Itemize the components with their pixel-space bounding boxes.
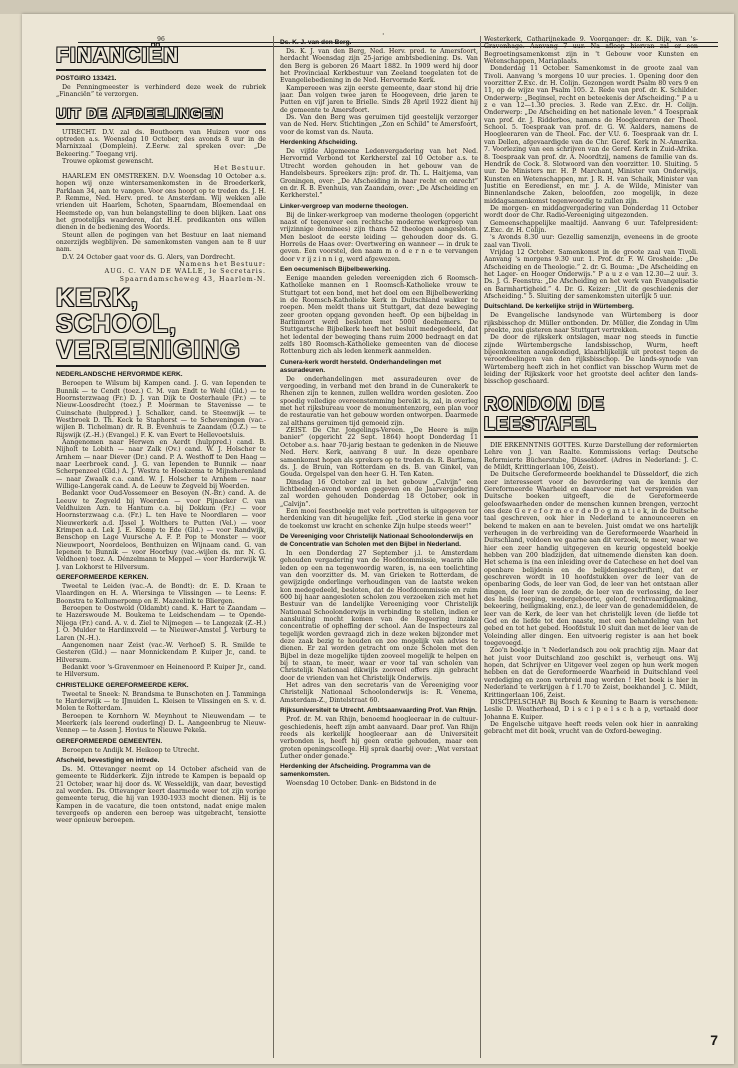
oecumenisch-text: Eenige maanden geleden vereenigden zich 6 Roomsch-Katholieke mannen en 1 Roomsch-Katholieke vrouw te Stuttgart tot een bond, met het doel om een Bijbelbewerking in de Roomsch-Katholieke Kerk in Duitschland wakker te roepen. Men meldt thans uit Stuttgart, dat deze beweging zeer grooten opgang gevonden heeft. Op een bijbeldag in Barlinmort werd besloten met 5000 deelnemers. De Stuttgartsche Bijbelkerk heeft het besluit medegedeeld, dat het ledental der beweging thans ruim 2000 bedraagt en dat zelfs 180 Roomsch-Katholieke gemeenten van de diocese Rottenburg zich als leden kenmerk aanmelden. [280,274,478,356]
leestafel-banner: RONDOM DE LEESTAFEL [484,394,698,438]
afscheiding-programma-text: Woensdag 10 October. Dank- en Bidstond in de [286,780,437,788]
rijksuniversiteit-text: Prof. dr. M. van Rhijn, benoemd hoogleeraar in de cultuur-geschiedenis, heeft zijn ambt aanvaard. Daar prof. Van Rhijn reeds als kerkelijk hoogleeraar aan de Universiteit verbonden is, heeft hij geen oratie gehouden, maar een groten openingscollege. Hij sprak daarbij over: „Wat verstaat Luther onder genade.” [280,716,478,760]
afscheid-text: Ds. M. Ottevanger neemt op 14 October afscheid van de gemeente te Ridderkerk. Zijn intrede te Kampen is bepaald op 21 October, waar hij door ds. W. Wesseldijk, van daar, bevestigd zal worden. Ds. Ottevanger keert daarmede weer tot zijn vorige gemeente terug, die hij van 1930-1933 mocht dienen. Hij is te Kampen in de vacature, die toen ontstond, nadat enige malen tevergeefs op anderen een beroep was uitgebracht, tensiotte weer opnieuw beroepen. [56,765,266,825]
nhk-aangenomen: Aangenomen naar Herwen en Aerdt (hulppred.) cand. B. Nijholt te Lobith — naar Zalk (Ov.) cand. W. J. Holscher te Arnhem — naar Diever (Dr.) cand. P. A. Westhoff te Den Haag — naar Leerbroek cand. J. G. van Iependen te Bunnik — naar Scherpenzeel (Gld.) A. J. Westra te Hoekzema te Mijnsherenland — naar Zwaalk c.a. cand. W. J. Holscher te Arnhem — naar Willige-Langerak cand. A. de Leeuw te Zegveld bij Woerden. [56,438,266,490]
zeist-text-3: Een mooi feestboekje met vele portretten is uitgegeven ter herdenking van dit heugelijke feit. „God sterke in gena voor de toekomst uw kracht en schenke Zijn hulpe steeds weer!” [280,507,478,530]
gk-beroepen: Beroepen te Oostwold (Oldambt) cand. K. Hart te Zaandam — te Hazerswoude M. Boukema te Leidschendam — te Opende-Nijega (Fr.) cand. A. v. d. Ziel te Nijmegen — te Langezak (Z.-H.) J. O. Mulder te Hardinxveld — te Nieuwer-Amstel J. Verburg te Laren (N.-H.). [56,605,266,642]
afd-utrecht-2: Trouwe opkomst gewenscht. [62,158,154,166]
erkenntnis-text-2: De Duitsche Gereformeerde boekhandel te Düsseldorf, die zich zeer interesseert voor de bevordering van de kennis der Gereformeerde Waarheid en daarvoor met het verspreiden van Duitsche boeken uitgeeft, die de Gereformeerde geloofswaarheden onder de menschen kunnen brengen, verzocht ons deze G e r e f o r m e e r d e D o g m a t i e k, in de Duitsche taal geschreven, ook hier in Nederland te announceeren en bekend te maken en aan te bevelen. Juist omdat we ons hartelijk verheugen in de verbreiding van de Gereformeerde Waarheid in Duitschland, voldoen we gaarne aan dit verzoek, te meer, waar we hier een zeer handig uitgegeven en keurig opgesteld boekje hebben van 200 bladzijden, dat uitnemende diensten kan doen. Het schema is (na een inleiding over de Catechese en het doel van openbare belijdenis en de belijdenisgeschriften), dat er geschreven wordt in 10 hoofdstukken over de leer van de openbaring Gods, de leer van God, de leer van het ontstaan aller dingen, de leer van de zonde, de leer van de verlossing, de leer des heils (roeping, wedergeboorte, geloof, rechtvaardigmaking, bekeering, heiligmaking, enz.), de leer van de genademiddelen, de leer van de Kerk, de leer van het christelijk leven (de liefde tot God en de liefde tot den naaste, met een behandeling van het gebed en tot het gebed. Hoofdstuk 10 sluit dan met de leer van de Voleinding aller dingen. Een uitvoerig register is aan het boek toegevoegd. [484,471,698,648]
column-rule-1 [273,36,274,1058]
column-3 [484,36,698,736]
page-dot: · [382,30,385,39]
vdb-text-1: Ds. K. J. van den Berg, Ned. Herv. pred. te Amersfoort, herdacht Woensdag zijn 25-jarige ambtsbediening. Ds. Van den Berg is geboren 26 Maart 1882. In 1909 werd hij door het Provinciaal Kerkbestuur van Zeeland toegelaten tot de Evangeliebediening in de Ned. Hervormde Kerk. [280,48,478,85]
programma-text-2: Donderdag 11 October. Samenkomst in de groote zaal van Tivoli. Aanvang 's morgens 10 uur precies. 1. Opening door den voorzitter Z.Exc. dr. H. Colijn. Gezongen wordt Psalm 80 vers 9 en 11, op de wijze van Psalm 105. 2. Rede van prof. dr. K. Schilder. Onderwerp: „Beginsel, recht en beteekenis der Afscheiding.” P a u z e van 12—1.30 precies. 3. Rede van Z.Exc. dr. H. Colijn. Onderwerp: „De Afscheiding en het nationale leven.” 4 Toespraak van prof. dr. J. Ridderbos, namens de Hoogleeraren der Theol. School. 5. Toespraak van prof. dr. G. W. Aalders, namens de Hoogleeraren van de Theol. Fac. der V.U. 6. Toespraak van dr. I. van Dellen, afgevaardigde van de Chr. Geref. Kerk in N.-Amerika. 7. Voorlezing van een schrijven van de Geref. Kerk in Zuid-Afrika. 8. Toespraak van prof. dr. A. Noordtzij, namens de familie van ds. Hendrik de Cock. 8. Slotwoord van den voorzitter. 10. Sluiting. 5 uur. De Ministers mr. H. P. Marchant, Minister van Onderwijs, Kunsten en Wetenschappen, mr. J. R. H. van Schaik, Minister van Justitie en Eeredienst, en mr. J. A. de Wilde, Minister van Binnenlandsche Zaken, beloofden, zoo mogelijk, in deze middagsamenkomst tegenwoordig te zullen zijn. [484,65,698,205]
oecumenisch-heading: Een oecumenisch Bijbelbewerking. [280,265,391,273]
page-number: 7 [710,1032,718,1048]
vereeniging-heading: De Vereeniging voor Christelijk Nationaal Schoolonderwijs en de Concentratie van Scholen met den Bijbel in Nederland. [280,532,474,548]
linker-heading: Linker-vergroep van moderne theologen. [280,202,409,210]
afd-signature-1: Het Bestuur. [213,165,266,173]
duitschland-heading: Duitschland. De kerkelijke strijd in Würtemberg. [484,303,634,311]
zeist-text-2: Dinsdag 16 October zal in het gebouw „Calvijn” een lichtbeelden-avond worden gegeven en de Jaarvergadering zal worden gehouden Donderdag 18 October, ook in „Calvijn”. [280,478,478,508]
programma-text-1: Westerkerk, Catharijnekade 9. Voorganger: dr. K. Dijk, van 's-Gravenhage. Aanvang 7 uur. Na afloop hiervan zal er een Begroetingsamenkomst zijn in 't Gebouw voor Kunsten en Wetenschappen, Mariaplaats. [484,36,698,66]
cgk-beroepen: Beroepen te Kornhorn W. Meynhout te Nieuwendam — te Meerkerk (als leerend ouderling) D. L. Aangeenbrug te Nieuw-Vennep — te Assen J. Hovius te Nieuwe Pekela. [56,712,266,735]
cunera-text: De onderhandelingen met assuradeuren over de vergoeding, in verband met den brand in de Cunerakerk te Rhenen zijn te kennen, zullen welldra worden gesloten. Zoo spoedig volledige overeenstemming bereikt is, zal, in overleg met het rijksbureau voor de monumentenzorg, een plan voor de restauratie van het gebouw worden ontworpen. Daarmede zal althans geruimen tijd gemoeid zijn. [280,375,478,427]
column-rule-2 [480,36,481,1058]
afd-utrecht: UTRECHT. D.V. zal ds. Bouthoorn van Huizen voor ons optreden a.s. Woensdag 10 October, des avonds 8 uur in de Marnixzaal (Domplein). Z.Eerw. zal spreken over: „De Bekeering.” Toegang vrij. [56,128,266,158]
gk-bedankt: Bedankt voor 's-Gravenmoer en Heinenoord P. Kuiper Jr., cand. te Hilversum. [56,663,266,679]
afd-haarlem: HAARLEM EN OMSTREKEN. D.V. Woensdag 10 October a.s. hopen wij onze wintersamenkomsten in de Broederkerk, Parklaan 34, aan te vangen. Voor ons hoopt op te treden ds. J. H. P. Remme, Ned. Herv. pred. te Amsterdam. Wij wekken alle vrienden uit Haarlem, Schoten, Spaarndam, Bloemendaal en Heemstede op, van hun belangstelling te doen blijken. Laat ons het grootelijks waarderen, dat H.H. predikanten ons willen dienen in de bediening des Woords. [56,172,266,232]
gk-tweetal: Tweetal te Leiden (vac.-A. de Bondt): dr. E. D. Kraan te Vlaardingen en H. A. Wiersinga te Vlissingen — te Leens: F. Boonstra te Kollumerpomp en E. Mazeelink te Bliergen. [56,583,266,605]
duitschland-text-2: De door de rijkskerk ontslagen, maar nog steeds in functie zijnde Würtembergsche landsbisschop, Wurm, heeft bijeenkomsten aangekondigd, klaarblijkelijk uit protest tegen de veroordeelingen van den rijksbisschop. De lands-synode van Würtemberg heeft zich in het conflict van bisschop Wurm met de leiding der Rijkskerk voor het grootste deel achter den lands-bisschop geschaard. [484,334,698,386]
discipelschap-text-2: De Engelsche uitgave heeft reeds velen ook hier in aanraking gebracht met dit boek, vrucht van de Oxford-beweging. [484,720,698,736]
rijksuniversiteit-heading: Rijksuniversiteit te Utrecht. Ambtsaanvaarding Prof. Van Rhijn. [280,707,477,715]
afd-signature-2a: Namens het Bestuur: [179,260,266,268]
vereeniging-text-2: Het adres van den secretaris van de Vereeniging voor Christelijk Nationaal Schoolonderwijs is: R. Venema, Amsterdam-Z., Dintelstraat 60. [280,682,478,704]
column-1 [56,36,266,825]
afd-haarlem-3: D.V. 24 October gaat voor ds. G. Alers, van Dordrecht. [62,253,235,261]
column-2 [280,36,478,788]
gk-aangenomen: Aangenomen naar Zeist (vac.-W. Verhoef) S. R. Smilde te Gesteren (Gld.) — naar Monnickendam P. Kuiper Jr., cand. te Hilversum. [56,641,266,664]
postgiro-heading: POSTGIRO 133421. [56,75,117,82]
programma-text-6: Vrijdag 12 October. Samenkomst in de groote zaal van Tivoli. Aanvang 's morgens 9.30 uur. 1. Prof. dr. F. W. Grosheide: „De Afscheiding en de Theologie.” 2. dr. G. Bouma: „De Afscheiding en het Lager- en Hooger Onderwijs.” P a u z e van 12.30—2 uur. 3. Ds. J. G. Feenstra: „De Afscheiding en het werk van Evangelisatie en Barmhartigheid.” 4. Dr. G. Keizer: „Uit de geschiedenis der Afscheiding.” 5. Sluiting der samenkomsten uiterlijk 5 uur. [484,248,698,301]
gem-heading: GEREFORMEERDE GEMEENTEN. [56,737,163,745]
afscheiding-programma-heading: Herdenking der Afscheiding. Programma van de samenkomsten. [280,763,431,779]
vereeniging-text-1: In een Donderdag 27 September j.l. te Amsterdam gehouden vergadering van de Hoofdcommissie, waarin alle leden op een na tegenwoordig waren, is, na een toelichting van den voorzitter ds. M. van Grieken te Rotterdam, de gewijzigde onderlinge verhoudingen van de laatste weken kon medegedeeld, besloten, dat de Hoofdcommissie en ruim 600 bij haar aangesloten scholen zou verzoeken zich met het Bestuur van de landelijke Vereeniging voor Christelijk Nationaal Schoolonderwijs in verbinding te stellen, indien er aansluiting mocht komen van de Regeering inzake concentratie of opheffing der school. Aan de Inspecteurs zal tegelijk worden gevraagd zich in deze weken bijzonder met deze zaak bezig te houden en zoo mogelijk van advies te dienen. Er zal worden getracht om onze Scholen met den Bijbel in deze mogelijke tijden zooveel mogelijk te helpen en bij te staan, te meer, waar er voor tal van scholen van Christelijk Nationaal dikwijls zooveel offers zijn gebracht door de vrienden van het Christelijk Onderwijs. [280,549,478,682]
afdeelingen-banner: UIT DE AFDEELINGEN [56,105,266,125]
zeist-text-1: ZEIST. De Chr. Jongelings-Vereen. „De Heere is mijn banier” (opgericht 22 Sept. 1864) hoopt Donderdag 11 October a.s. haar 70-jarig bestaan te gedenken in de Nieuwe Ned. Herv. Kerk, aanvang 8 uur. In deze openbare samenkomst hopen als sprekers op te treden ds. R. Bartlema, ds. J. de Bruin, van Rotterdam en ds. B. van Ginkel, van Gouda. Orgelspel van den heer G. H. Ten Katen. [280,427,478,479]
cgk-tweetal: Tweetal te Sneek: N. Brandsma te Bunschoten en J. Tamminga te Harderwijk — te IJmuiden L. Kleisen te Vlissingen en S. v. d. Molen te Rotterdam. [56,690,266,713]
erkenntnis-text-3: Zoo'n boekje in 't Nederlandsch zou ook prachtig zijn. Maar dat het juist voor Duitschland zoo geschikt is, verheugt ons. Wij hopen, dat Schrijver en Uitgever veel zegen op hun werk mogen hebben en dat de Gereformeerde Waarheid in Duitschland veel verdediging en zoon verbreid mag worden ! Het boek is hier in Nederland te verkrijgen à f 1.70 te Zeist, boekhandel J. C. Mildt, Krittingerlaan 106, Zeist. [484,647,698,699]
cgk-heading: CHRISTELIJKE GEREFORMEERDE KERK. [56,681,189,689]
programma-text-4: Gemeenschappelijke maaltijd. Aanvang 6 uur. Tafelpresident: Z.Exc. dr. H. Colijn. [484,219,698,234]
herdenking-text: De vijfde Algemeene Ledenvergadering van het Ned. Hervormd Verbond tot Kerkherstel zal 10 October a.s. te Utrecht worden gehouden in het gebouw van de Handelsbeurs. Spreekers zijn: prof. dr. Th. L. Haitjema, van Groningen, over: „De Afscheiding in haar recht en onrecht” en dr. R. B. Evenhuis, van Zaandam, over: „De Afscheiding en Kerkherstel.” [280,148,478,200]
fin-marker: 96 [157,36,165,43]
afd-signature-2c: Spaarndamscheweg 43, Haarlem-N. [119,275,266,283]
gk-heading: GEREFORMEERDE KERKEN. [56,574,149,582]
cunera-heading: Cunera-kerk wordt hersteld. Onderhandelingen met assuradeuren. [280,358,442,374]
nhk-heading: NEDERLANDSCHE HERVORMDE KERK. [56,371,183,379]
linker-text: Bij de linker-werkgroep van moderne theologen (opgericht naast of tegenover een rechtsche moderne werkgroep van vrijzinnige dominees) zijn thans 52 theologen aangesloten. Men besloot de eerste leiding — gehouden door ds. G. Horreüs de Haas over: Overtwering en wanneer — in druk te geven. Een voorstel, den naam m o d e r n e te vervangen door v r ij z i n n i g, werd afgewezen. [280,211,478,263]
afscheid-heading: Afscheid, bevestiging en intrede. [56,756,160,764]
gem-beroepen: Beroepen te Andijk M. Heikoop te Utrecht. [62,746,200,754]
discipelschap-text-1: DISCIPELSCHAP. Bij Bosch & Keuning te Baarn is verschenen: Leslie D. Weatherhead, D i s c i p e l s c h a p, vertaald door Johanna E. Kuiper. [484,698,698,721]
duitschland-text-1: De Evangelische landsynode van Würtemberg is door rijksbisschop dr. Müller ontbonden. Dr. Müller, die Zondag in Ulm preekte, zou gisteren naar Stuttgart vertrekken. [484,312,698,335]
vdb-text-2: Kampereeen was zijn eerste gemeente, daar stond hij drie jaar. Dan volgen twee jaren te Hoogeveen, drie jaren te Putten en vijf jaren te Brielle. Sinds 28 April 1922 dient hij de gemeente te Amersfoort. [280,84,478,114]
afd-signature-2b: AUG. C. VAN DE WALLE, le Secretaris. [104,268,266,276]
kerk-banner: KERK, SCHOOL, VEREENIGING [56,285,266,367]
herdenking-heading: Herdenking Afscheiding. [280,139,358,147]
erkenntnis-text-1: DIE ERKENNTNIS GOTTES. Kurze Darstellung der reformierten Lehre von J. van Raalte. Kommissions verlag: Deutsche Reformierte Bücherstube, Düsseldorf. (Adres in Nederland: J. C. de Mildt, Krittingerlaan 106, Zeist). [484,441,698,471]
vdb-heading: Ds. K. J. van den Berg. [280,39,352,46]
nhk-bedankt: Bedankt voor Oud-Vossemeer en Besoyen (N.-Br.) cand. A. de Leeuw te Zegveld bij Woerden — voor Pijnacker C. van Veldhuizen Azn. te Hantum c.a. bij Dokkum (Fr.) — voor Hoornsterzwaag c.a. (Fr.) L. ten Have te Noordlaren — voor Nieuwerkerk a.d. IJssel J. Wolthers te Putten (Vel.) — voor Krimpen a.d. Lek J. E. Klomp te Ede (Gld.) — voor Randwijk, Benschop en Lage Vuursche A. F. P. Pop te Monster — voor Nieuwpoort, Noordeloos, Benthuizen en Wijnaam cand. G. van Iepenen te Bunnik — voor Hoorbuy (vac.-wijlen ds. mr. N. G. Veldhoen) toez. A. Dénzelmann te Meppel — voor Harderwijk W. J. van Lokhorst te Hilversum. [56,490,266,571]
vdb-text-3: Ds. Van den Berg was geruimen tijd geestelijk verzorger van de Ned. Herv. Stichtingen „Zon en Schild” te Amersfoort, voor de komst van ds. Nauta. [280,114,478,136]
nhk-beroepen: Beroepen te Wilsum bij Kampen cand. J. G. van Iependen te Bunnik — te Cendt (toez.) C. M. van Endt te Wehl (Gld.) — te Hoornsterzwaag (Fr.) D. J. van Dijk te Oosterhaule (Fr.) — te Nieuw-Loosdrecht (toez.) P. Moerman te Stavenisse — te Cuinschate (hulppred.) J. Schalker, cand. te Steenwijk — te Westbroek D. Th. Keck te Staphorst — te Scheveningen (vac.-wijlen B. Tichelman) dr. R. B. Evenhuis te Zaandam (O.Z.) — te Rijswijk (Z.-H.) (Evangel.) F. K. van Evert te Hellevoetsluis. [56,380,266,439]
afd-haarlem-2: Steunt allen de pogingen van het Bestuur en laat niemand onzerzijds wegblijven. De samenkomsten vangen aan te 8 uur nam. [56,231,266,254]
programma-text-5: 's Avonds 8.30 uur: Gezellig samenzijn, eveneens in de groote zaal van Tivoli. [484,234,698,249]
financien-banner: FINANCIËN [56,45,266,71]
postgiro-text: De Penningmeester is verhinderd deze week de rubriek „Financiën” te verzorgen. [56,84,266,99]
programma-text-3: De morgen- en middagvergadering van Donderdag 11 October wordt door de Chr. Radio-Vereeniging uitgezonden. [484,204,698,220]
